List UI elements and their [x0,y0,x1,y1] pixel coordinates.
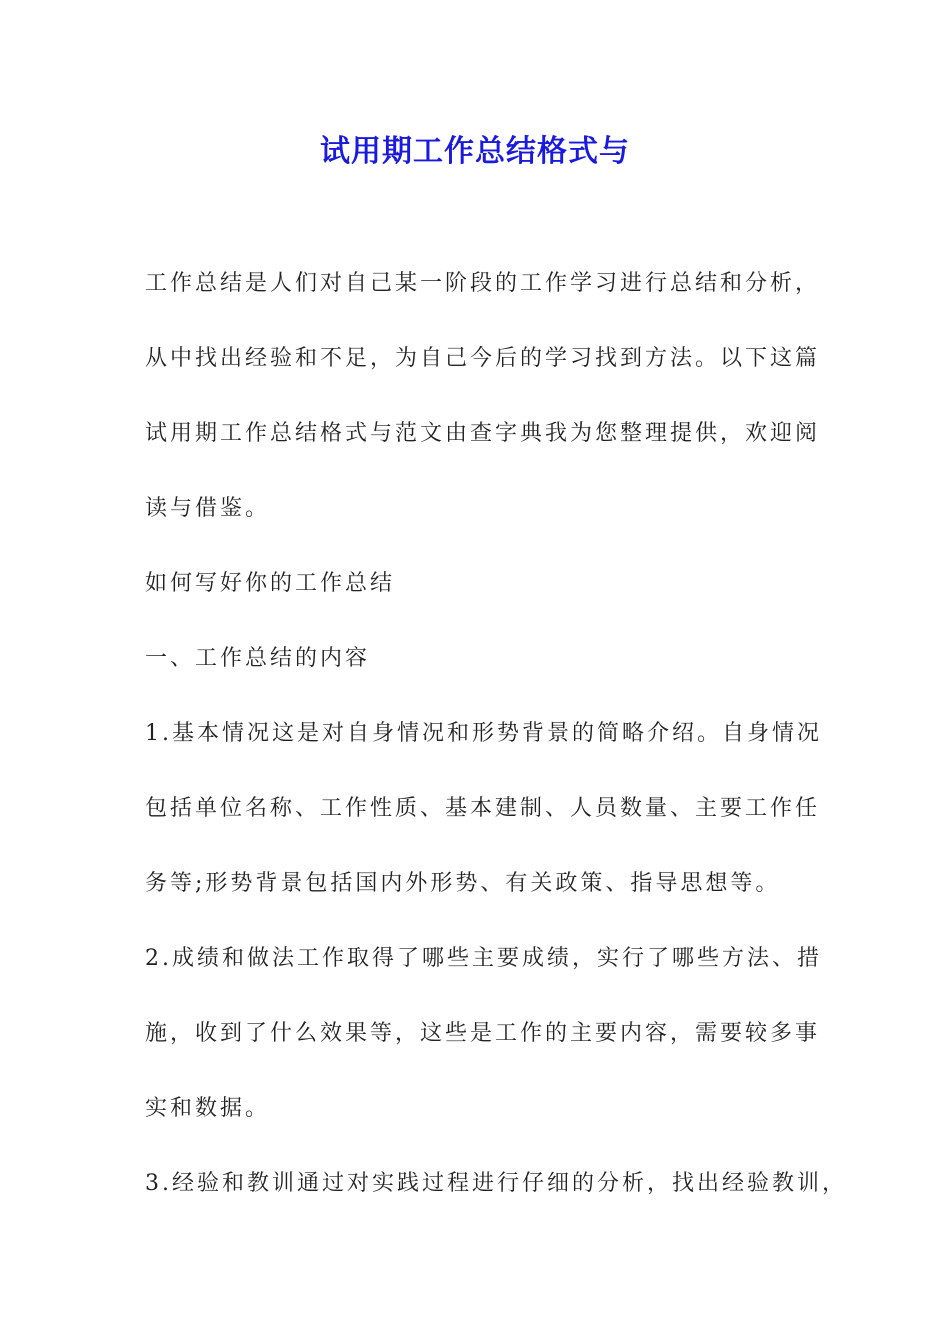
paragraph-line: 试用期工作总结格式与范文由查字典我为您整理提供，欢迎阅 [145,421,821,446]
paragraph-line: 施，收到了什么效果等，这些是工作的主要内容，需要较多事 [145,1021,821,1046]
paragraph-line: 2.成绩和做法工作取得了哪些主要成绩，实行了哪些方法、措 [145,946,822,971]
section-heading: 一、工作总结的内容 [145,646,371,671]
paragraph-line: 包括单位名称、工作性质、基本建制、人员数量、主要工作任 [145,796,821,821]
paragraph-line: 读与借鉴。 [145,496,271,521]
section-heading: 如何写好你的工作总结 [145,571,396,596]
document-title: 试用期工作总结格式与 [320,134,630,169]
paragraph-line: 务等;形势背景包括国内外形势、有关政策、指导思想等。 [145,871,781,896]
paragraph-line: 工作总结是人们对自己某一阶段的工作学习进行总结和分析， [145,271,821,296]
paragraph-line: 3.经验和教训通过对实践过程进行仔细的分析，找出经验教训， [145,1171,847,1196]
paragraph-line: 1.基本情况这是对自身情况和形势背景的简略介绍。自身情况 [145,721,822,746]
paragraph-line: 从中找出经验和不足，为自己今后的学习找到方法。以下这篇 [145,346,821,371]
paragraph-line: 实和数据。 [145,1096,271,1121]
